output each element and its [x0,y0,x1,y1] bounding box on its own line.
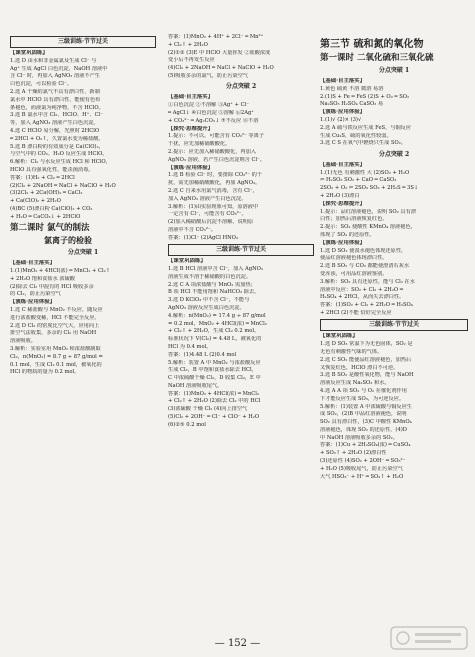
text-line: 溶液中反应：SO₂ + Cl₂ + 2H₂O ═ [320,286,403,293]
text-line: 生成 Cu₂S，硫的氧化性较弱。 [320,132,392,139]
text-line: 无色有刺激性气味的气体。 [320,348,383,355]
text-line: + Cl₂↑ + 2H₂O，生成 Cl₂ 0.2 mol。 [168,328,260,335]
text-line: (5)吸收多余的氯气，防止污染空气 [168,72,248,79]
text-line: 答案：(1)MnO₂ + 4HCl(浓) ═ MnCl₂ [168,390,260,397]
text-line: 【课堂巩固练】 [168,258,206,265]
text-line: 【基础·自主落实】 [320,161,366,168]
text-line: 成 SO₂，(2)B 中品红溶液褪色，说明 [320,411,407,418]
text-line: 白色沉淀，可以检验 Cl⁻。 [10,81,72,88]
text-line: 氯水中 HClO 具有漂白性，能使有色布 [10,96,101,103]
answer-block [320,162,468,318]
column-middle [168,34,314,630]
text-line: 3.选 B 氯水中含 Cl₂、HClO、H⁺、Cl⁻ [10,112,103,119]
text-line: H₂SO₄ + 2HCl，从而失去漂白性。 [320,294,405,301]
text-line: 【课堂巩固练】 [10,50,48,56]
text-line: Na₂SO₃ H₂SO₄ CaSO₃ 易 [320,101,384,108]
text-line: 答案：(1)Cu + 2H₂SO₄(浓) ═ CuSO₄ [320,442,411,449]
text-line: 1.选 D SO₃ 常温下为无色固体，SO₂ 是 [320,341,413,348]
text-line: 【探究·思维提升】 [168,125,214,132]
text-line: 答案：(1)MnO₂ + 4H⁺ + 2Cl⁻ ═ Mn²⁺ [168,34,264,40]
text-line: = 0.2 mol，MnO₂ + 4HCl(浓) ═ MnCl₂ [168,320,267,327]
text-line: 2.选 C A 项浓盐酸与 MnO₂ 需加热； [168,281,256,288]
text-line: 下才能反应生成 SO₃，为可逆反应。 [320,395,405,402]
text-line: 2.选 D Cl₂ 的密度比空气大，应用向上 [10,322,100,329]
text-line: 3.解析：实验室用 MnO₂ 和浓盐酸制取 [10,345,101,352]
text-line: 又恢复红色，HClO 漂白不可逆。 [320,364,399,371]
text-line: 3.选 C S 在氧气中燃烧只生成 SO₂。 [320,140,407,147]
text-line: 的 Cl₂，防止污染空气 [10,291,61,298]
text-line: 2.(1)S + Fe ═ FeS (2)S + O₂ ═ SO₂ [320,93,410,100]
text-line: + 2HCl (2)不能 恰好完全反应 [320,309,392,316]
text-line: ⇌ H₂SO₃ SO₂ + CaO ═ CaSO₃ [320,177,397,184]
text-line: 等，加入 AgNO₃ 溶液产生白色沉淀。 [10,120,99,127]
text-line: 加入 AgNO₃ 溶液产生白色沉淀。 [168,195,247,202]
text-line: 含 Cl⁻ 时，再加入 AgNO₃ 溶液不产生 [10,73,100,80]
answer-block [10,260,156,377]
text-line: 6.解析：Cl₂ 与水反应生成 HCl 和 HClO， [10,159,111,166]
text-line: 使品红溶液褪色体现漂白性。 [320,255,388,262]
text-line: 2.选 A 硫与铁反应生成 FeS，与铜反应 [320,124,412,131]
text-line: Ag⁺ 生成 AgCl 白色沉淀，NaOH 溶液中 [10,65,108,72]
text-line: + Cl₂↑ + 2H₂O [168,41,208,48]
text-line: 2.提示：应先加入稀硝酸酸化，再加入 [168,148,256,155]
text-line: HClO 具有强氧化性，能杀菌消毒。 [10,166,94,173]
text-line: 条褪色，而液氯为纯净物，不含 HClO。 [10,104,104,111]
answer-block [10,50,156,221]
text-line: 【探究·思维提升】 [320,200,366,207]
text-line: 3.解析：SO₂ 具有还原性，能与 Cl₂ 在水 [320,278,415,285]
section-pill: 分点突破 1 [67,249,99,257]
text-line: B 项 HCl 不能用饱和 NaHCO₃ 除去。 [168,289,260,296]
text-line: 1.选 C 稀盐酸与 MnO₂ 不反应，随反应 [10,306,103,313]
section-pill: 分点突破 2 [378,150,410,158]
text-line: HCl 为 0.4 mol。 [168,343,212,350]
text-line: AgNO₃ 溶液，若产生白色沉淀则含 Cl⁻。 [168,156,266,163]
answer-block [168,94,314,242]
text-line: 4.选 C HClO 易分解，光照时 2HClO [10,127,100,134]
section-title: 第三节 硫和氮的氧化物 [320,39,424,50]
text-line: (3)还原性 (4)SO₂ + 2OH⁻ ═ SO₃²⁻ [320,458,406,465]
text-line: 4.解析：n(MnO₂) = 17.4 g ÷ 87 g/mol [168,312,266,319]
text-line: (6)②⑤ 0.2 mol [168,421,206,428]
text-line: (4)Cl₂ + 2NaOH ═ NaCl + NaClO + H₂O [168,65,274,72]
text-line: (3)2Cl₂ + 2Ca(OH)₂ ═ CaCl₂ [10,190,83,197]
text-line: 答案：(1)Cl⁻ (2)AgCl HNO₃ [168,234,239,241]
text-line: 排空气法收集，多余的 Cl₂ 用 NaOH [10,330,97,337]
text-line: + CO₃²⁻ ═ Ag₂CO₃↓ ⑦不反应 ⑧不溶 [168,117,259,124]
text-line: (2)①② (3)E 中 HClO 大量挥发 ②盐酸浓度 [168,49,271,56]
text-line: NaOH 溶液吸收尾气。 [168,382,223,389]
text-line: 与空气中的 CO₂、H₂O 反应生成 HClO。 [10,151,108,158]
text-line: ═ 2HCl + O₂↑，久置氯水变为稀盐酸。 [10,135,104,142]
text-line: 变小后不再发生反应 [168,57,215,64]
text-line: 答案：(1)H₂ + Cl₂ ═ 2HCl [10,174,75,181]
section-box-title: 三级训练·节节过关 [10,36,156,48]
text-line: (2)加入稀硝酸后沉淀不溶解，说明原 [168,219,254,226]
text-line: 5.解析：(1)装置 A 中浓硫酸与铜反应生 [320,403,412,410]
text-line: 5.选 B 漂白粉的有效成分是 Ca(ClO)₂， [10,143,104,150]
watermark-logo-icon [389,623,469,653]
section-pill: 分点突破 2 [225,83,257,91]
text-line: 3.解析：(1)由实验现象可知，原溶液中 [168,203,259,210]
text-line: 答案：(1)SO₂ + Cl₂ + 2H₂O ═ H₂SO₄ [320,302,413,309]
text-line: + 2H₂O (3)漂白 [320,192,360,199]
text-line: 【基础·自主落实】 [320,78,366,84]
text-line: 3.选 D KClO₃ 中不含 Cl⁻，不能与 [168,297,250,304]
text-line: 【演练·应用体验】 [320,239,366,246]
text-line: 2.选 C SO₂ 能使品红溶液褪色，加热后 [320,356,412,363]
text-line: 生成 Cl₂，B 中饱和食盐水除去 HCl， [168,367,257,374]
text-line: 1.(1)MnO₂ + 4HCl(浓) ═ MnCl₂ + Cl₂↑ [10,267,111,274]
text-line: 变浑浊，可用品红溶液鉴别。 [320,270,388,277]
text-line: 【演练·应用体验】 [320,109,366,116]
lesson-title: 第一课时 二氧化硫和三氧化硫 [320,53,434,63]
text-line: 一定含有 Cl⁻，可能含有 CO₃²⁻。 [168,211,247,218]
text-line: 溶液吸收。 [10,338,36,345]
page-number-text: — 152 — [214,638,261,649]
text-line: 白性；加热后溶液恢复红色。 [320,216,388,223]
text-line: 2.选 C 自来水用氯气消毒，含有 Cl⁻， [168,187,258,194]
text-line: 5.解析：装置 A 中 MnO₂ 与浓盐酸反应 [168,359,261,366]
text-line: + Ca(ClO)₂ + 2H₂O [10,198,61,205]
text-line: 2SO₂ + O₂ ⇌ 2SO₃ SO₂ + 2H₂S ═ 3S↓ [320,185,419,192]
text-line: Cl₂，n(MnO₂) = 8.7 g ÷ 87 g/mol = [10,353,103,360]
text-line: + 2H₂O 饱和食盐水 浓硫酸 [10,275,75,282]
text-line: (3)浓硫酸 干燥 Cl₂ (4)向上排空气 [168,406,248,413]
text-line: 2.提示：SO₂ 使酸性 KMnO₄ 溶液褪色， [320,224,416,231]
column-left [10,34,156,630]
text-line: 1.选 B HCl 溶液中含 Cl⁻，加入 AgNO₃ [168,265,263,272]
text-line: 溶液反应生成 Na₂SO₃ 和水。 [320,380,390,387]
text-line: 0.1 mol，生成 Cl₂ 0.1 mol，被氧化的 [10,361,102,368]
text-line: 答案：(1)4.48 L (2)0.4 mol [168,351,237,358]
text-line: 1.选 B 检验 Cl⁻ 时，要排除 CO₃²⁻ 的干 [168,172,263,179]
column-right [320,34,468,630]
text-line: + H₂O ═ CaCO₃↓ + 2HClO [10,213,81,220]
answer-block [320,333,468,481]
text-line: 1.(1)√ (2)× (3)√ [320,116,362,123]
text-line: 干扰，应先加稀硝酸酸化。 [168,141,231,148]
answer-block [168,258,314,429]
text-line: 1.黄色 硫黄 不溶 微溶 易溶 [320,85,384,92]
section-pill: 分点突破 1 [378,67,410,74]
text-line: 溶液褪色，体现 SO₂ 的还原性，(4)D [320,426,407,433]
text-line: 溶液生成不溶于稀硝酸的白色沉淀。 [168,273,252,280]
text-line: 【基础·自主落实】 [10,260,56,267]
section-box-title: 三级训练·节节过关 [320,319,468,331]
text-line: + Cl₂↑ + 2H₂O (2)除去 Cl₂ 中的 HCl [168,398,261,405]
text-line: 【课堂巩固练】 [320,333,358,340]
text-line: + H₂O (5)吸收尾气，防止污染空气 [320,465,403,472]
lesson-subtitle: 氯离子的检验 [44,236,92,246]
text-line: 体现了 SO₂ 的还原性。 [320,231,375,238]
text-line: 1.选 D SO₂ 使溴水褪色体现还原性， [320,247,407,254]
text-line: 1.提示：品红溶液褪色，说明 SO₂ 具有漂 [320,208,416,215]
text-line: AgNO₃ 溶液反应生成白色沉淀。 [168,304,245,311]
text-line: 【演练·应用体验】 [168,164,214,171]
text-line: (2)除去 Cl₂ 中混有的 HCl 吸收多余 [10,283,94,290]
text-line: (2)Cl₂ + 2NaOH ═ NaCl + NaClO + H₂O [10,182,116,189]
text-line: C 中浓硫酸干燥 Cl₂，D 收集 Cl₂，E 中 [168,375,261,382]
text-line: 标准状况下 V(Cl₂) = 4.48 L，被氧化的 [168,336,262,343]
text-line: 1.提示：不可以，可能含有 CO₃²⁻ 等离子 [168,133,264,140]
text-line: 2.选 B SO₂ 与 CO₂ 都能使澄清石灰水 [320,263,410,270]
text-line: 中 NaOH 溶液吸收多余的 SO₂。 [320,434,398,441]
text-line: 1.选 D 由水和非金属氯及生成 Cl⁻ 与 [10,57,97,64]
text-line: 【演练·应用体验】 [10,299,56,306]
text-line: 1.(1)无色 有刺激性 大 (2)SO₂ + H₂O [320,169,410,176]
text-line: SO₂ 具有漂白性，(3)C 中酸性 KMnO₄ [320,419,412,426]
text-line: 4.选 A A 项 SO₂ 与 O₂ 在催化剂作用 [320,387,407,394]
text-line: HCl 的物质的量为 0.2 mol。 [10,369,80,376]
text-line: + SO₂↑ + 2H₂O (2)漂白性 [320,450,387,457]
text-line: 大气 HSO₃⁻ + H⁺ ═ SO₂↑ + H₂O [320,473,404,480]
lesson-title: 第二课时 氯气的制法 [10,223,90,234]
text-line: ①白色沉淀 ②不溶解 ③Ag⁺ + Cl⁻ [168,102,249,109]
text-line: 扰，需先加稀硝酸酸化，再加 AgNO₃。 [168,180,261,187]
text-line: 溶液中不含 CO₃²⁻。 [168,226,216,233]
section-box-title: 三级训练·节节过关 [168,244,314,256]
text-line: 3.选 B SO₂ 是酸性氧化物，能与 NaOH [320,372,414,379]
text-line: 【基础·自主落实】 [168,94,214,101]
text-line: 2.选 A 干燥的氯气不具有漂白性，新制 [10,88,100,95]
text-line: 进行浓盐酸变稀，HCl 不能完全反应。 [10,314,100,321]
text-line: ═ AgCl↓ ④白色沉淀 ⑤溶解 ⑥2Ag⁺ [168,109,255,116]
text-line: (5)Cl₂ + 2OH⁻ ═ Cl⁻ + ClO⁻ + H₂O [168,414,260,421]
text-line: (4)BC (5)漂白粉 Ca(ClO)₂ + CO₂ [10,205,93,212]
answer-block [320,78,468,148]
answer-block [168,34,314,80]
